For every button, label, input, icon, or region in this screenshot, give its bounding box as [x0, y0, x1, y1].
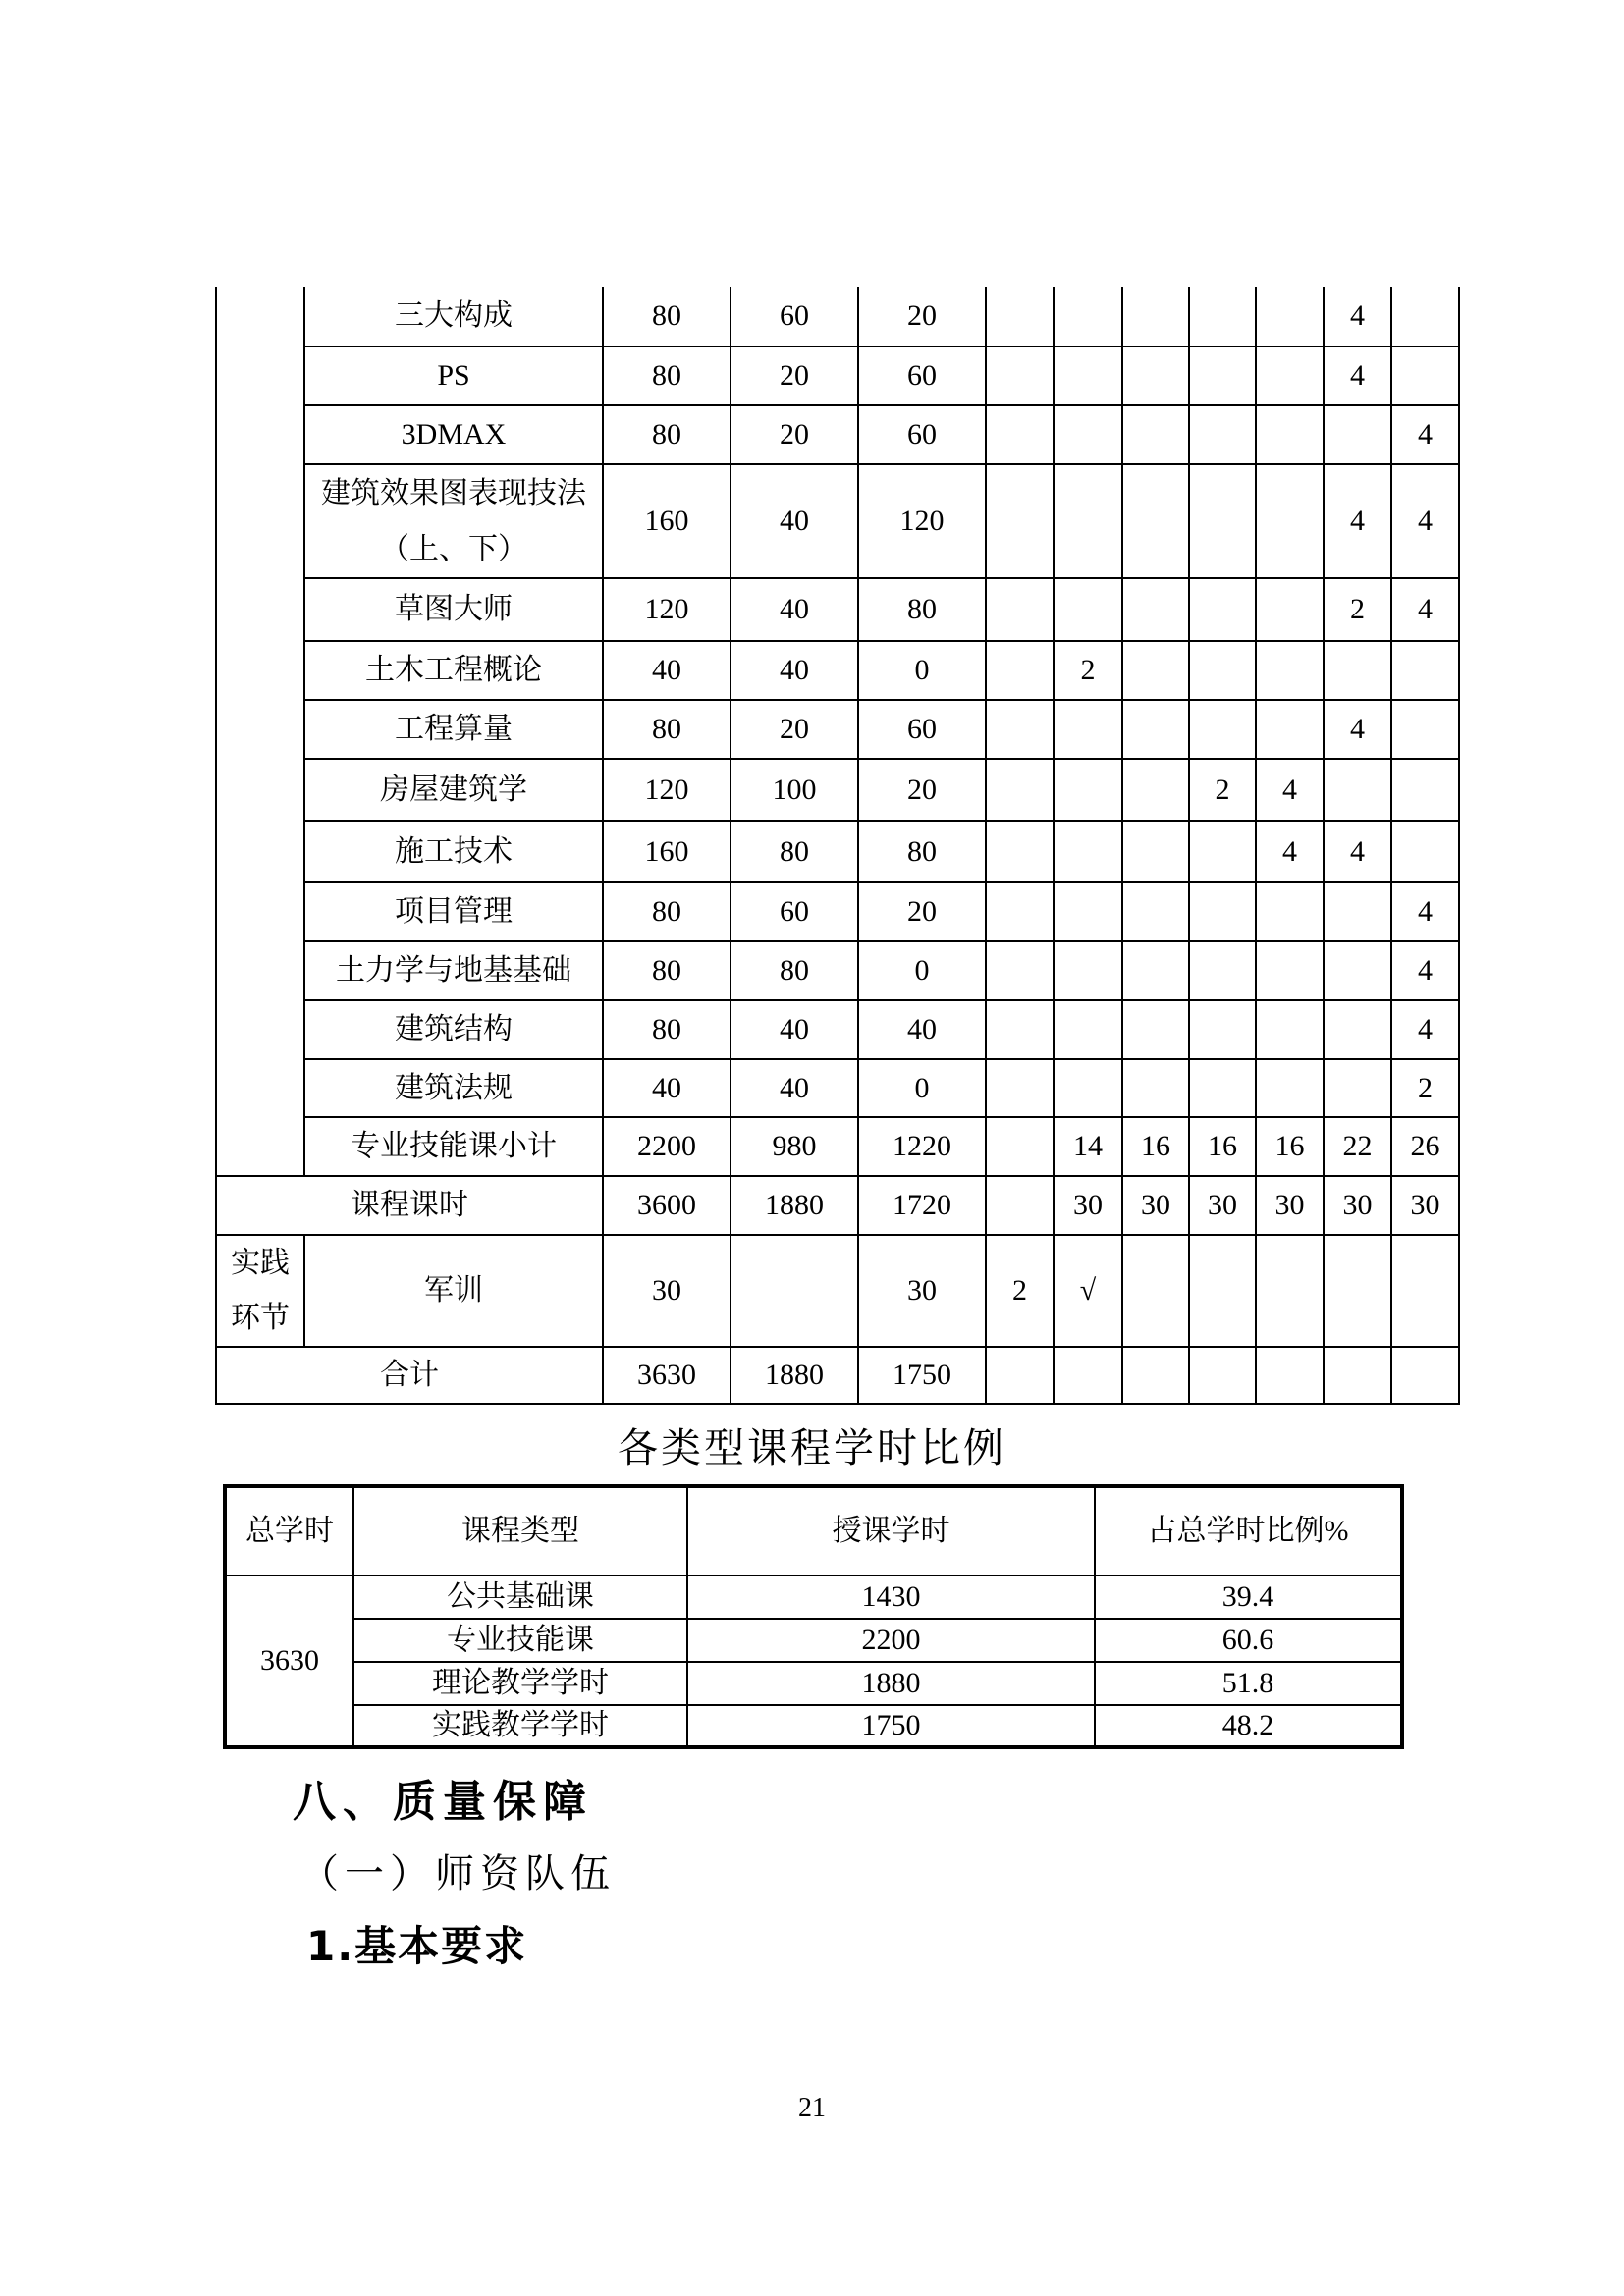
theory-hours-cell: 20	[731, 700, 858, 759]
semester-3-cell	[1189, 1000, 1256, 1059]
semester-6-cell: 2	[1391, 1059, 1459, 1117]
practice-hours-cell: 80	[858, 578, 986, 641]
extra-cell	[986, 700, 1054, 759]
extra-cell	[986, 759, 1054, 821]
semester-2-cell	[1122, 1000, 1189, 1059]
table-row	[216, 405, 1459, 464]
semester-6-cell: 4	[1391, 464, 1459, 578]
course-name-cell: 三大构成	[304, 287, 603, 347]
total-hours-cell: 3600	[603, 1176, 731, 1235]
theory-hours-cell: 980	[731, 1117, 858, 1176]
course-name-cell: 建筑结构	[304, 1000, 603, 1059]
semester-4-cell	[1256, 578, 1324, 641]
curriculum-table	[215, 287, 1460, 1405]
semester-1-cell: 14	[1054, 1117, 1122, 1176]
table-row-subtotal	[216, 1117, 1459, 1176]
semester-4-cell	[1256, 882, 1324, 941]
percentage-cell: 48.2	[1095, 1705, 1402, 1747]
semester-3-cell	[1189, 287, 1256, 347]
semester-3-cell	[1189, 700, 1256, 759]
course-name-cell: PS	[304, 347, 603, 405]
semester-5-cell: 4	[1324, 347, 1391, 405]
percentage-cell: 51.8	[1095, 1662, 1402, 1705]
semester-3-cell	[1189, 1059, 1256, 1117]
theory-hours-cell: 60	[731, 287, 858, 347]
extra-cell	[986, 821, 1054, 882]
practice-hours-cell: 0	[858, 641, 986, 700]
practice-hours-cell: 1720	[858, 1176, 986, 1235]
semester-1-cell-checkmark: √	[1054, 1235, 1122, 1347]
semester-1-cell	[1054, 700, 1122, 759]
table-row	[216, 641, 1459, 700]
semester-6-cell: 4	[1391, 941, 1459, 1000]
table-row	[225, 1575, 1402, 1619]
semester-2-cell	[1122, 405, 1189, 464]
semester-4-cell	[1256, 1000, 1324, 1059]
extra-cell	[986, 641, 1054, 700]
teaching-hours-cell: 1430	[687, 1575, 1095, 1619]
semester-6-cell: 4	[1391, 1000, 1459, 1059]
course-name-cell: 草图大师	[304, 578, 603, 641]
total-hours-cell: 2200	[603, 1117, 731, 1176]
theory-hours-cell: 40	[731, 464, 858, 578]
semester-4-cell	[1256, 405, 1324, 464]
percentage-cell: 39.4	[1095, 1575, 1402, 1619]
total-hours-cell: 80	[603, 882, 731, 941]
semester-3-cell	[1189, 405, 1256, 464]
total-hours-cell: 40	[603, 641, 731, 700]
table-row	[216, 882, 1459, 941]
table-row	[216, 1059, 1459, 1117]
theory-hours-cell: 40	[731, 1059, 858, 1117]
course-type-cell: 公共基础课	[353, 1575, 687, 1619]
total-hours-cell: 80	[603, 287, 731, 347]
semester-2-cell: 30	[1122, 1176, 1189, 1235]
semester-5-cell: 30	[1324, 1176, 1391, 1235]
header-course-type: 课程类型	[353, 1486, 687, 1575]
total-hours-cell: 30	[603, 1235, 731, 1347]
teaching-hours-cell: 2200	[687, 1619, 1095, 1662]
semester-1-cell: 30	[1054, 1176, 1122, 1235]
course-name-cell: 3DMAX	[304, 405, 603, 464]
semester-2-cell	[1122, 578, 1189, 641]
practice-hours-cell: 60	[858, 347, 986, 405]
theory-hours-cell: 40	[731, 1000, 858, 1059]
semester-1-cell	[1054, 347, 1122, 405]
subsection-heading-teaching-staff: （一）师资队伍	[299, 1851, 616, 1896]
semester-5-cell	[1324, 1000, 1391, 1059]
row-label-cell: 合计	[216, 1347, 603, 1404]
course-name-cell: 工程算量	[304, 700, 603, 759]
semester-4-cell	[1256, 1235, 1324, 1347]
semester-5-cell	[1324, 1347, 1391, 1404]
table-row	[216, 1000, 1459, 1059]
semester-2-cell	[1122, 882, 1189, 941]
semester-6-cell	[1391, 821, 1459, 882]
category-line1: 实践	[231, 1247, 290, 1279]
semester-5-cell: 4	[1324, 464, 1391, 578]
semester-6-cell	[1391, 700, 1459, 759]
practice-hours-cell: 0	[858, 941, 986, 1000]
extra-cell	[986, 1059, 1054, 1117]
semester-6-cell	[1391, 641, 1459, 700]
table-row	[216, 941, 1459, 1000]
extra-cell	[986, 1000, 1054, 1059]
category-cell-practice	[216, 1235, 304, 1347]
semester-4-cell: 4	[1256, 759, 1324, 821]
header-percentage: 占总学时比例%	[1095, 1486, 1402, 1575]
total-hours-cell: 80	[603, 1000, 731, 1059]
table-row	[216, 287, 1459, 347]
table-row	[225, 1619, 1402, 1662]
semester-5-cell: 4	[1324, 700, 1391, 759]
semester-5-cell	[1324, 641, 1391, 700]
theory-hours-cell: 80	[731, 821, 858, 882]
semester-5-cell	[1324, 759, 1391, 821]
semester-4-cell	[1256, 464, 1324, 578]
table-row	[216, 700, 1459, 759]
table-row	[225, 1662, 1402, 1705]
hours-ratio-table	[223, 1484, 1404, 1749]
theory-hours-cell: 40	[731, 578, 858, 641]
semester-2-cell	[1122, 347, 1189, 405]
table-row	[216, 578, 1459, 641]
table-row	[216, 759, 1459, 821]
total-hours-cell: 80	[603, 700, 731, 759]
semester-1-cell	[1054, 882, 1122, 941]
extra-cell: 2	[986, 1235, 1054, 1347]
semester-4-cell: 4	[1256, 821, 1324, 882]
semester-3-cell	[1189, 347, 1256, 405]
semester-2-cell	[1122, 759, 1189, 821]
semester-1-cell	[1054, 405, 1122, 464]
table-row	[216, 347, 1459, 405]
theory-hours-cell: 1880	[731, 1176, 858, 1235]
teaching-hours-cell: 1750	[687, 1705, 1095, 1747]
total-hours-cell: 80	[603, 347, 731, 405]
semester-3-cell: 30	[1189, 1176, 1256, 1235]
total-hours-cell: 3630	[603, 1347, 731, 1404]
semester-1-cell	[1054, 1347, 1122, 1404]
semester-1-cell: 2	[1054, 641, 1122, 700]
table-header-row	[225, 1486, 1402, 1575]
practice-hours-cell: 80	[858, 821, 986, 882]
theory-hours-cell	[731, 1235, 858, 1347]
theory-hours-cell: 20	[731, 405, 858, 464]
theory-hours-cell: 20	[731, 347, 858, 405]
semester-1-cell	[1054, 941, 1122, 1000]
extra-cell	[986, 578, 1054, 641]
semester-3-cell: 16	[1189, 1117, 1256, 1176]
practice-hours-cell: 120	[858, 464, 986, 578]
semester-2-cell	[1122, 1235, 1189, 1347]
semester-4-cell	[1256, 700, 1324, 759]
course-type-cell: 专业技能课	[353, 1619, 687, 1662]
semester-5-cell	[1324, 941, 1391, 1000]
semester-1-cell	[1054, 578, 1122, 641]
semester-2-cell	[1122, 941, 1189, 1000]
semester-6-cell: 4	[1391, 882, 1459, 941]
practice-hours-cell: 1220	[858, 1117, 986, 1176]
total-hours-cell: 120	[603, 578, 731, 641]
extra-cell	[986, 941, 1054, 1000]
practice-hours-cell: 30	[858, 1235, 986, 1347]
percentage-cell: 60.6	[1095, 1619, 1402, 1662]
course-name-cell: 军训	[304, 1235, 603, 1347]
practice-hours-cell: 60	[858, 700, 986, 759]
semester-6-cell	[1391, 287, 1459, 347]
semester-2-cell: 16	[1122, 1117, 1189, 1176]
semester-2-cell	[1122, 821, 1189, 882]
total-hours-cell: 160	[603, 464, 731, 578]
extra-cell	[986, 1117, 1054, 1176]
header-total-hours: 总学时	[225, 1486, 353, 1575]
semester-4-cell	[1256, 1347, 1324, 1404]
course-name-line1: 建筑效果图表现技法	[321, 477, 586, 509]
section-heading-quality-assurance: 八、质量保障	[293, 1777, 593, 1827]
category-cell-empty	[216, 287, 304, 1176]
semester-3-cell	[1189, 1235, 1256, 1347]
course-name-cell: 专业技能课小计	[304, 1117, 603, 1176]
semester-5-cell: 22	[1324, 1117, 1391, 1176]
theory-hours-cell: 1880	[731, 1347, 858, 1404]
theory-hours-cell: 100	[731, 759, 858, 821]
semester-3-cell	[1189, 1347, 1256, 1404]
semester-5-cell	[1324, 405, 1391, 464]
practice-hours-cell: 20	[858, 882, 986, 941]
semester-6-cell: 4	[1391, 578, 1459, 641]
semester-1-cell	[1054, 287, 1122, 347]
table-row	[216, 821, 1459, 882]
semester-4-cell: 30	[1256, 1176, 1324, 1235]
semester-3-cell	[1189, 641, 1256, 700]
semester-5-cell	[1324, 1235, 1391, 1347]
practice-hours-cell: 0	[858, 1059, 986, 1117]
table-row-grand-total	[216, 1347, 1459, 1404]
total-hours-cell: 80	[603, 405, 731, 464]
table-row-course-hours	[216, 1176, 1459, 1235]
course-name-cell	[304, 464, 603, 578]
header-teaching-hours: 授课学时	[687, 1486, 1095, 1575]
hours-ratio-table-title: 各类型课程学时比例	[618, 1425, 1006, 1470]
total-hours-cell: 80	[603, 941, 731, 1000]
table-row-military-training	[216, 1235, 1459, 1347]
page-number: 21	[798, 2093, 826, 2123]
semester-1-cell	[1054, 821, 1122, 882]
extra-cell	[986, 1176, 1054, 1235]
teaching-hours-cell: 1880	[687, 1662, 1095, 1705]
category-line2: 环节	[231, 1302, 290, 1334]
practice-hours-cell: 60	[858, 405, 986, 464]
semester-2-cell	[1122, 641, 1189, 700]
practice-hours-cell: 20	[858, 287, 986, 347]
semester-3-cell	[1189, 941, 1256, 1000]
total-hours-cell: 160	[603, 821, 731, 882]
semester-6-cell: 30	[1391, 1176, 1459, 1235]
semester-6-cell	[1391, 347, 1459, 405]
semester-6-cell	[1391, 1347, 1459, 1404]
semester-6-cell: 26	[1391, 1117, 1459, 1176]
total-hours-value-cell: 3630	[225, 1575, 353, 1747]
semester-4-cell	[1256, 1059, 1324, 1117]
semester-1-cell	[1054, 1000, 1122, 1059]
semester-2-cell	[1122, 1347, 1189, 1404]
semester-1-cell	[1054, 1059, 1122, 1117]
practice-hours-cell: 20	[858, 759, 986, 821]
semester-5-cell	[1324, 1059, 1391, 1117]
course-name-cell: 施工技术	[304, 821, 603, 882]
theory-hours-cell: 80	[731, 941, 858, 1000]
course-type-cell: 理论教学学时	[353, 1662, 687, 1705]
theory-hours-cell: 40	[731, 641, 858, 700]
table-row	[216, 464, 1459, 578]
semester-2-cell	[1122, 1059, 1189, 1117]
table-row	[225, 1705, 1402, 1747]
extra-cell	[986, 347, 1054, 405]
semester-5-cell: 4	[1324, 821, 1391, 882]
semester-6-cell	[1391, 759, 1459, 821]
course-name-cell: 建筑法规	[304, 1059, 603, 1117]
semester-5-cell: 2	[1324, 578, 1391, 641]
extra-cell	[986, 405, 1054, 464]
practice-hours-cell: 1750	[858, 1347, 986, 1404]
course-name-cell: 土木工程概论	[304, 641, 603, 700]
extra-cell	[986, 882, 1054, 941]
total-hours-cell: 40	[603, 1059, 731, 1117]
semester-5-cell	[1324, 882, 1391, 941]
semester-4-cell	[1256, 347, 1324, 405]
extra-cell	[986, 287, 1054, 347]
course-name-cell: 项目管理	[304, 882, 603, 941]
semester-5-cell: 4	[1324, 287, 1391, 347]
semester-2-cell	[1122, 464, 1189, 578]
semester-3-cell	[1189, 882, 1256, 941]
course-name-line2: （上、下）	[380, 533, 527, 565]
extra-cell	[986, 464, 1054, 578]
semester-4-cell	[1256, 287, 1324, 347]
semester-6-cell: 4	[1391, 405, 1459, 464]
course-type-cell: 实践教学学时	[353, 1705, 687, 1747]
course-name-cell: 土力学与地基基础	[304, 941, 603, 1000]
semester-3-cell: 2	[1189, 759, 1256, 821]
semester-6-cell	[1391, 1235, 1459, 1347]
practice-hours-cell: 40	[858, 1000, 986, 1059]
subsection-heading-basic-requirements: 1.基本要求	[306, 1922, 528, 1970]
course-name-cell: 房屋建筑学	[304, 759, 603, 821]
extra-cell	[986, 1347, 1054, 1404]
semester-4-cell	[1256, 941, 1324, 1000]
semester-3-cell	[1189, 821, 1256, 882]
semester-3-cell	[1189, 464, 1256, 578]
semester-3-cell	[1189, 578, 1256, 641]
theory-hours-cell: 60	[731, 882, 858, 941]
semester-1-cell	[1054, 464, 1122, 578]
semester-4-cell	[1256, 641, 1324, 700]
semester-1-cell	[1054, 759, 1122, 821]
row-label-cell: 课程课时	[216, 1176, 603, 1235]
semester-4-cell: 16	[1256, 1117, 1324, 1176]
semester-2-cell	[1122, 287, 1189, 347]
total-hours-cell: 120	[603, 759, 731, 821]
semester-2-cell	[1122, 700, 1189, 759]
